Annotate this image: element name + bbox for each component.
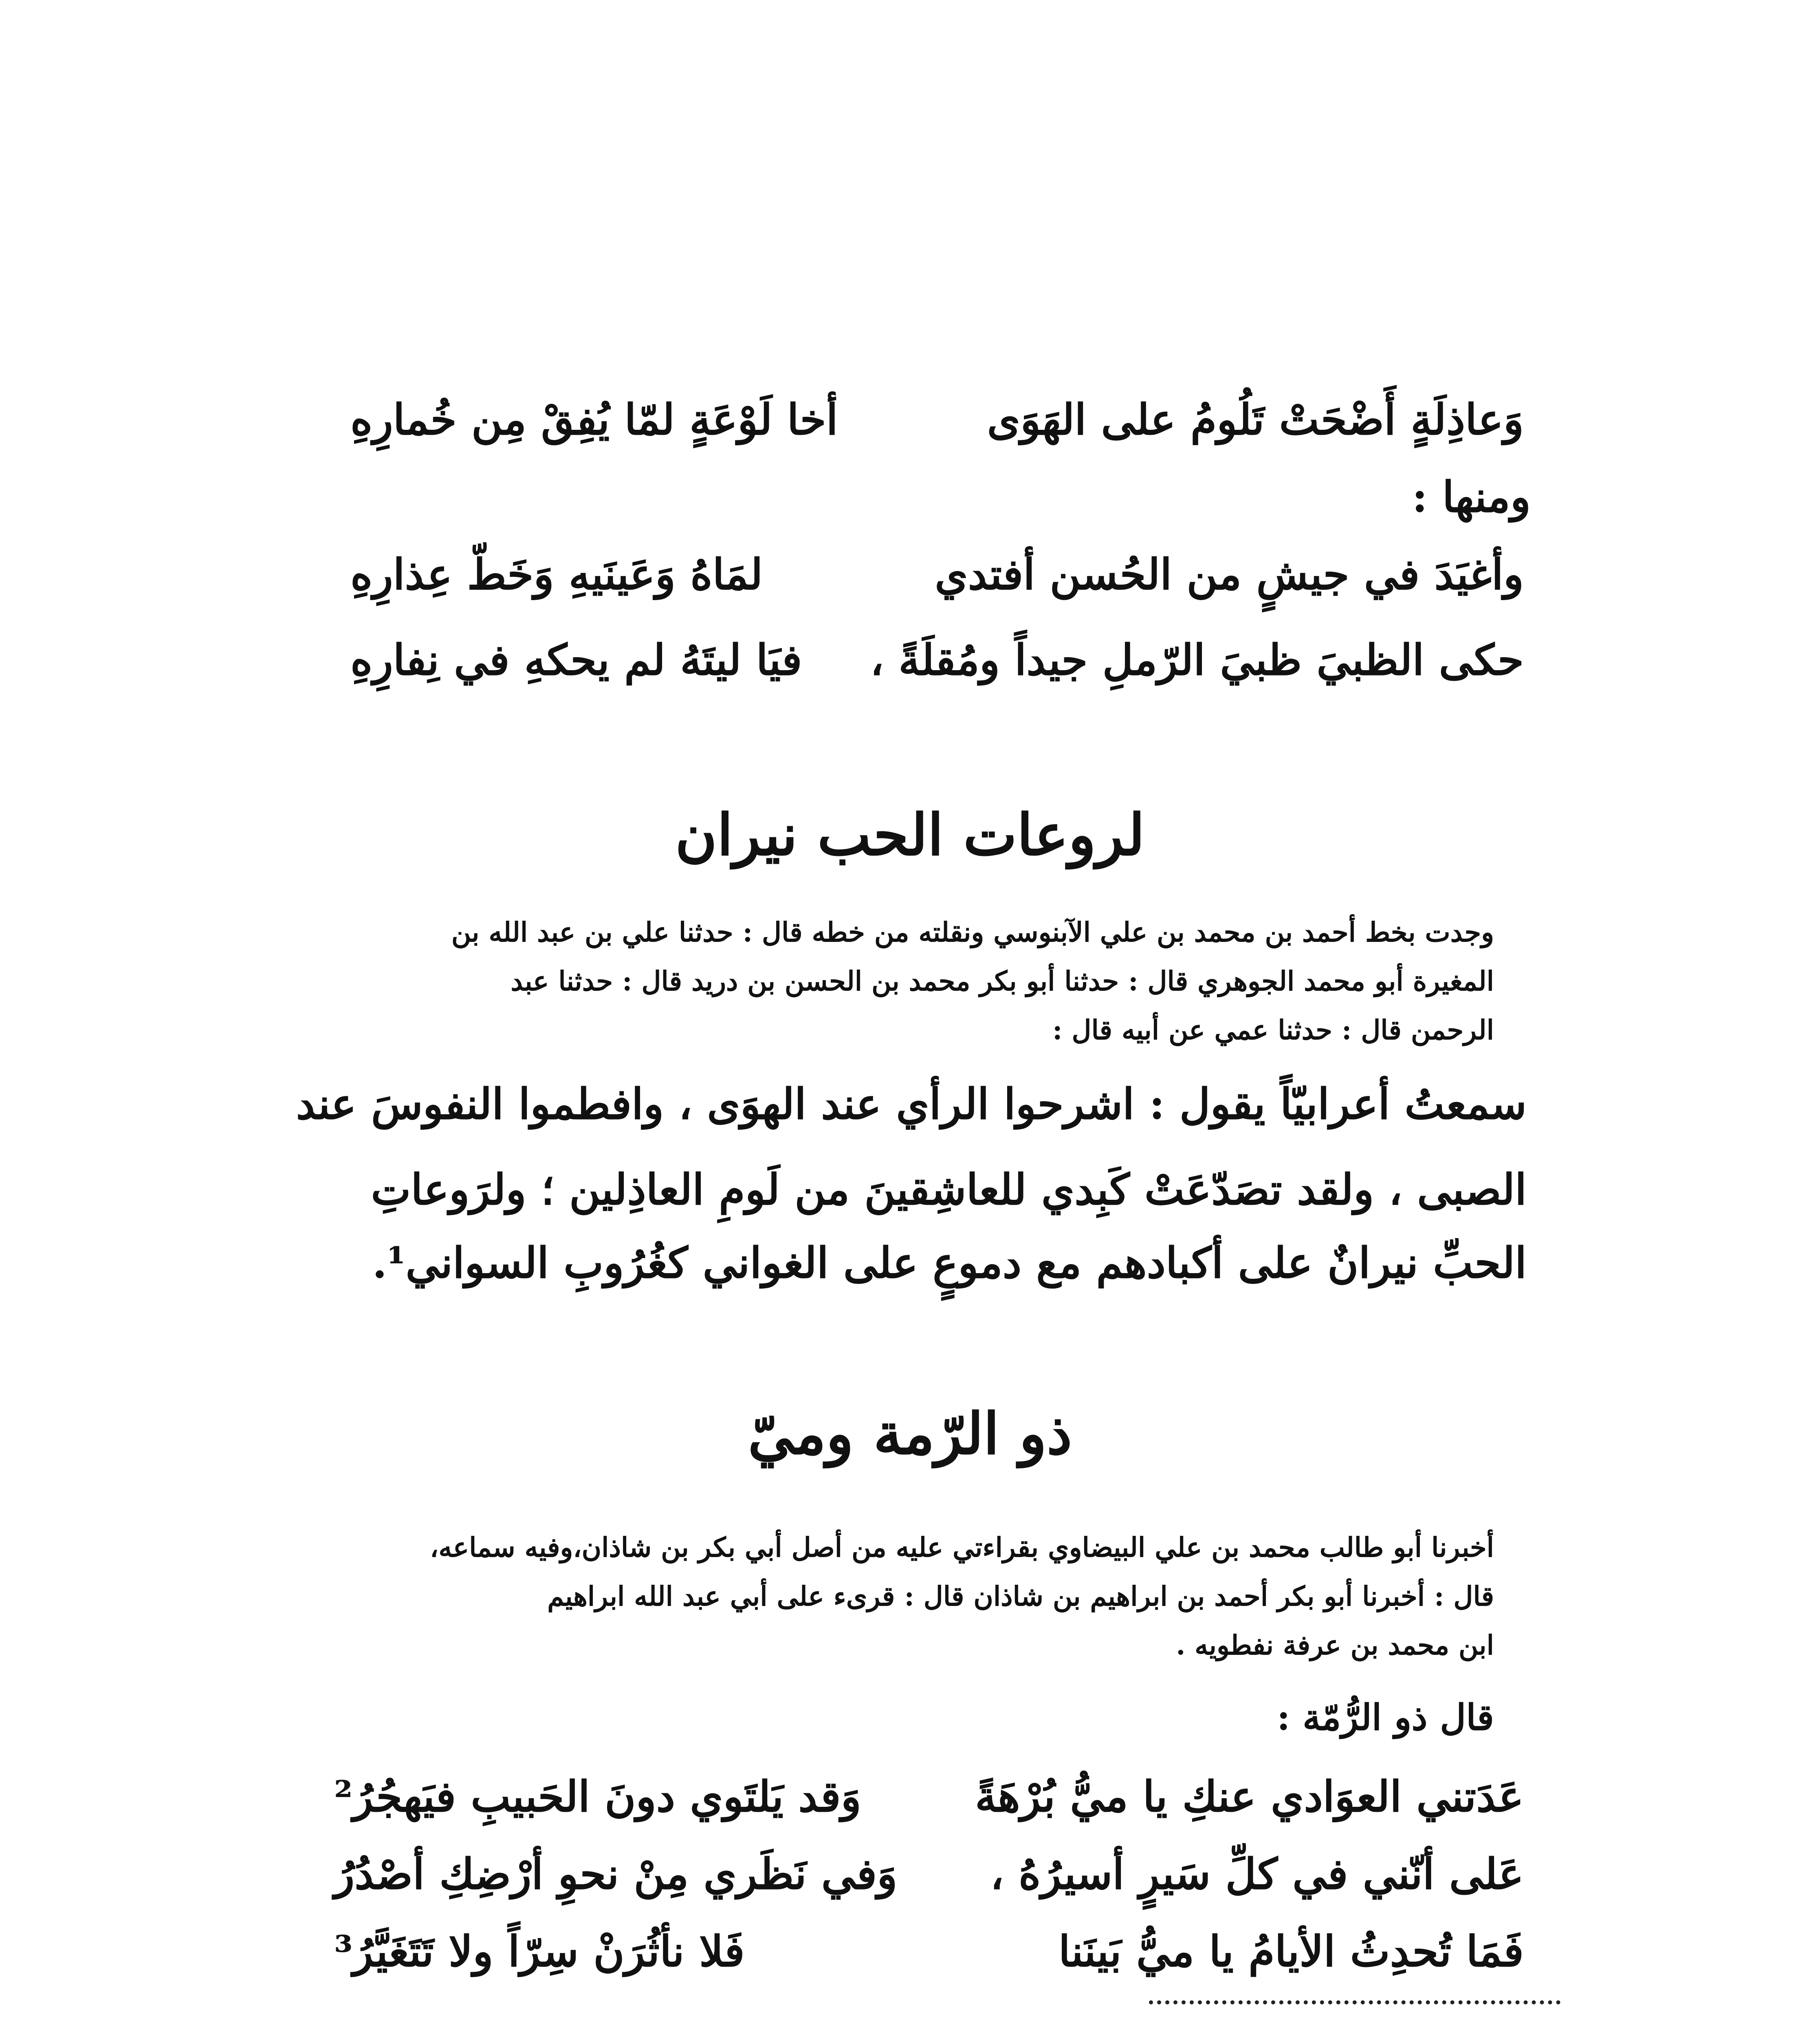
verse-first-hemistich: عَدَتني العوَادي عنكِ يا ميُّ بُرْهَةً	[975, 1771, 1524, 1821]
verse-line	[334, 1923, 1524, 1980]
verse-second-hemistich: لمَاهُ وَعَينَيهِ وَخَطّ عِذارِهِ	[350, 549, 763, 599]
verse-first-hemistich: حكى الظبيَ ظبيَ الرّملِ جيداً ومُقلَةً ،	[870, 635, 1524, 685]
isnad-line: الرحمن قال : حدثنا عمي عن أبيه قال :	[1052, 1014, 1494, 1046]
verse-line	[334, 1846, 1524, 1903]
poem-intro: ومنها :	[1412, 472, 1531, 522]
footnote	[630, 2033, 1527, 2037]
verse-line	[334, 1768, 1524, 1825]
verse-second-hemistich: وَقد يَلتَوي دونَ الحَبيبِ فيَهجُرُ²	[334, 1771, 861, 1821]
verse-second-hemistich: فَلا نأثُرَنْ سِرّاً ولا تَتَغَيَّرُ³	[334, 1926, 745, 1976]
verse-line	[350, 631, 1524, 689]
isnad-line: أخبرنا أبو طالب محمد بن علي البيضاوي بقراءتي عليه من أصل أبي بكر بن شاذان،وفيه سماعه،	[430, 1531, 1494, 1563]
isnad-line: المغيرة أبو محمد الجوهري قال : حدثنا أبو بكر محمد بن الحسن بن دريد قال : حدثنا عبد	[511, 965, 1494, 997]
verse-second-hemistich: أخا لَوْعَةٍ لمّا يُفِقْ مِن خُمارِهِ	[350, 394, 838, 444]
verse-first-hemistich: فَمَا تُحدِثُ الأيامُ يا ميُّ بَينَنا	[1058, 1926, 1524, 1976]
verse-first-hemistich: عَلى أنّني في كلِّ سَيرٍ أسيرُهُ ،	[990, 1849, 1524, 1899]
verse-line	[350, 391, 1524, 448]
isnad-line: قال : أخبرنا أبو بكر أحمد بن ابراهيم بن شاذان قال : قرىء على أبي عبد الله ابراهيم	[547, 1580, 1494, 1612]
verse-second-hemistich: فيَا ليتَهُ لم يحكهِ في نِفارِهِ	[350, 635, 802, 685]
footnote-separator	[1149, 2000, 1560, 2004]
poem-intro: قال ذو الرُّمّة :	[1276, 1696, 1494, 1738]
verse-line	[350, 546, 1524, 603]
section-title: ذو الرّمة وميّ	[748, 1401, 1072, 1467]
body-paragraph-line: الصبى ، ولقد تصَدّعَتْ كَبِدي للعاشِقينَ من لَومِ العاذِلين ؛ ولرَوعاتِ	[371, 1164, 1527, 1214]
verse-second-hemistich: وَفي نَظَري مِنْ نحوِ أرْضِكِ أصْدُرُ	[334, 1849, 898, 1899]
isnad-line: وجدت بخط أحمد بن محمد بن علي الآبنوسي ونقلته من خطه قال : حدثنا علي بن عبد الله بن	[451, 916, 1494, 948]
body-paragraph-line: الحبِّ نيرانٌ على أكبادهم مع دموعٍ على الغواني كغُرُوبِ السواني¹.	[372, 1238, 1527, 1288]
section-title: لروعات الحب نيران	[675, 802, 1145, 869]
verse-first-hemistich: وَعاذِلَةٍ أَضْحَتْ تَلُومُ على الهَوَى	[987, 394, 1524, 444]
isnad-line: ابن محمد بن عرفة نفطويه .	[1176, 1629, 1494, 1661]
body-paragraph-line: سمعتُ أعرابيّاً يقول : اشرحوا الرأي عند الهوَى ، وافطموا النفوسَ عند	[296, 1079, 1527, 1129]
verse-first-hemistich: وأغيَدَ في جيشٍ من الحُسن أفتدي	[935, 549, 1524, 599]
